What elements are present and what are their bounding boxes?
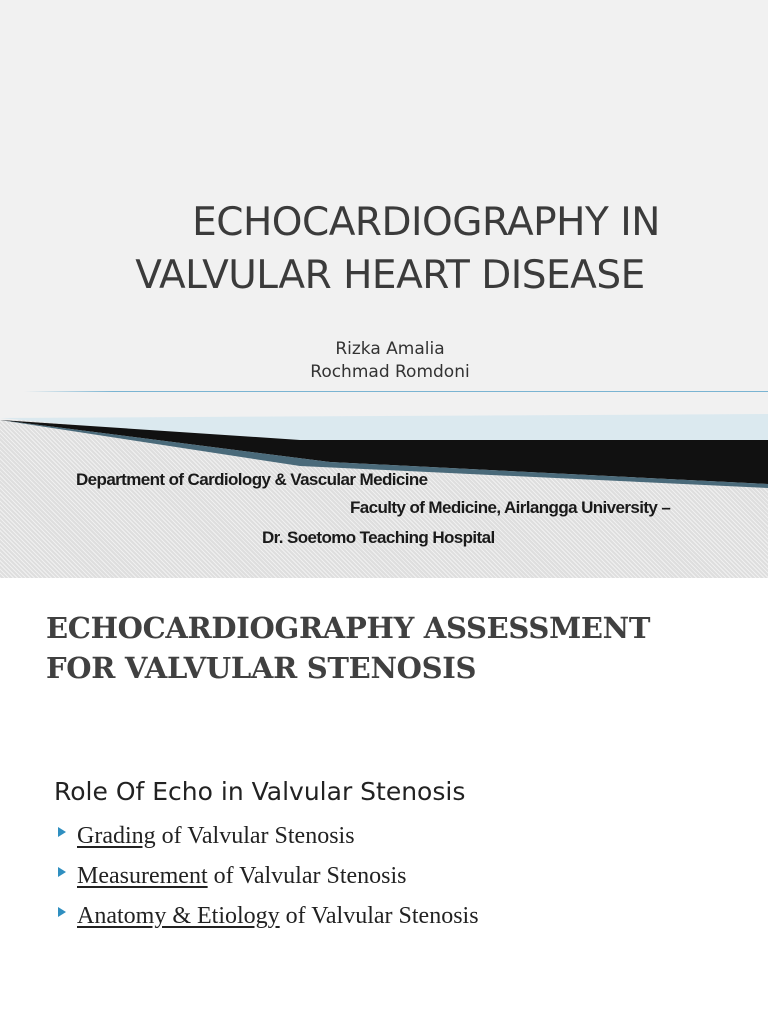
bullet-list [58,816,479,936]
presentation-title [60,196,720,302]
bullet-arrow-icon [58,867,66,877]
title-line-1: ECHOCARDIOGRAPHY IN [192,200,660,245]
author-list [250,338,530,384]
list-item [58,856,479,896]
title-line-2: VALVULAR HEART DISEASE [135,253,645,298]
bullet-text: of Valvular Stenosis [279,902,479,929]
bullet-arrow-icon [58,827,66,837]
author-name: Rochmad Romdoni [310,362,470,382]
divider-line [24,391,768,392]
department-name: Department of Cardiology & Vascular Medicine [76,470,428,489]
bullet-text: of Valvular Stenosis [155,822,355,849]
subheading: Role Of Echo in Valvular Stenosis [54,777,466,806]
list-item [58,896,479,936]
content-slide [0,578,768,1024]
slide-title-line-2: FOR VALVULAR STENOSIS [46,651,477,685]
bullet-keyword: Measurement [77,862,208,889]
bullet-keyword: Anatomy & Etiology [77,902,280,929]
faculty-name: Faculty of Medicine, Airlangga University – [350,498,671,517]
slide-title [46,608,746,688]
bullet-arrow-icon [58,907,66,917]
slide-title-line-1: ECHOCARDIOGRAPHY ASSESSMENT [46,611,651,645]
bullet-text: of Valvular Stenosis [207,862,407,889]
author-name: Rizka Amalia [335,339,445,359]
list-item [58,816,479,856]
bullet-keyword: Grading [77,822,156,849]
hospital-name: Dr. Soetomo Teaching Hospital [262,528,495,547]
